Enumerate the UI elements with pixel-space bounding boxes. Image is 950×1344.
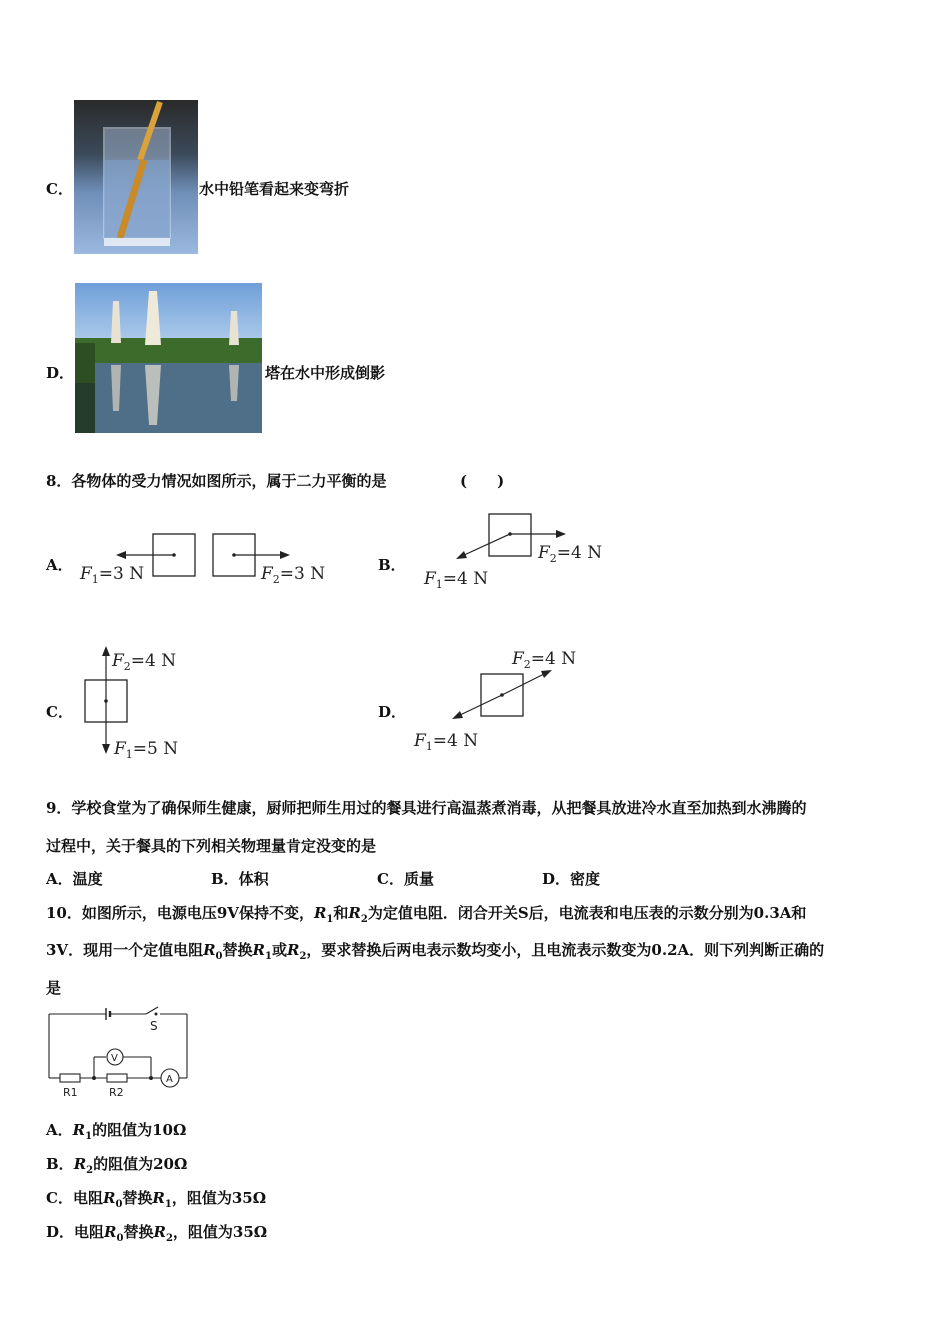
force-f2-symbol: F: [538, 543, 550, 563]
svg-text:F1=5 N: [113, 739, 178, 761]
option-text: 电阻: [74, 1223, 105, 1241]
var-r: R: [153, 1223, 166, 1241]
stem-text: 3V．现用一个定值电阻: [46, 941, 204, 959]
force-f2-sub: 2: [549, 552, 557, 565]
q8-option-a-label: A．: [46, 556, 73, 574]
force-f1-symbol: F: [424, 569, 436, 589]
force-f1-sub: 1: [425, 740, 433, 753]
q9-stem-line1: 9．学校食堂为了确保师生健康，厨师把师生用过的餐具进行高温蒸煮消毒，从把餐具放进冷水直至加热到水沸腾的: [46, 799, 807, 817]
r2-label: R2: [109, 1086, 124, 1099]
stem-text: 为定值电阻．闭合开关S后，电流表和电压表的示数分别为0.3A和: [367, 904, 807, 922]
var-r: R: [73, 1155, 87, 1173]
q8-option-c-label: C．: [46, 703, 73, 721]
q8-option-d-label: D．: [378, 703, 407, 721]
var-r: R: [252, 941, 265, 959]
q8-option-c-figure: [84, 644, 204, 762]
option-label: B．: [46, 1155, 74, 1173]
stem-text: 和: [333, 904, 349, 922]
q10-option-c: [46, 1187, 266, 1210]
force-f2-value: =4 N: [130, 651, 177, 671]
pagoda-reflection-photo: [75, 283, 262, 433]
q10-option-a: [46, 1119, 186, 1142]
var-r: R: [104, 1223, 117, 1241]
force-f1-sub: 1: [125, 748, 133, 761]
force-f2-sub: 2: [123, 660, 131, 673]
q9-option-d: D．密度: [542, 870, 601, 888]
option-label: A．: [46, 1121, 73, 1139]
switch-label: S: [150, 1019, 158, 1033]
q9-stem-line2: 过程中，关于餐具的下列相关物理量肯定没变的是: [46, 837, 377, 855]
var-sub: 0: [215, 951, 223, 962]
option-text: 的阻值为20Ω: [93, 1155, 188, 1173]
force-f2-sub: 2: [523, 658, 531, 671]
force-f1-symbol: F: [414, 731, 426, 751]
var-sub: 1: [326, 914, 334, 925]
svg-text:F1=4 N: [423, 569, 488, 591]
svg-text:F1=3 N: [79, 564, 144, 586]
var-r: R: [348, 904, 361, 922]
svg-text:F2=3 N: [260, 564, 325, 586]
q8-option-b-label: B．: [378, 556, 406, 574]
var-sub: 1: [85, 1131, 93, 1142]
q8-stem: [46, 470, 386, 491]
force-f1-value: =5 N: [132, 739, 179, 759]
q10-stem-line2: [46, 939, 824, 962]
var-r: R: [102, 1189, 116, 1207]
q10-option-b: [46, 1153, 187, 1176]
var-sub: 0: [116, 1233, 124, 1244]
force-f2-value: =3 N: [279, 564, 326, 584]
force-f1-sub: 1: [435, 578, 443, 591]
q9-option-a: A．温度: [46, 870, 103, 888]
var-r: R: [152, 1189, 165, 1207]
option-text: 替换: [123, 1223, 154, 1241]
force-f2-symbol: F: [261, 564, 273, 584]
var-sub: 2: [165, 1233, 173, 1244]
var-sub: 0: [115, 1199, 123, 1210]
q7-option-d-text: 塔在水中形成倒影: [265, 364, 386, 382]
r1-label: R1: [63, 1086, 78, 1099]
option-text: ，阻值为35Ω: [172, 1223, 268, 1241]
force-f1-value: =4 N: [432, 731, 479, 751]
force-f1-value: =3 N: [98, 564, 145, 584]
q7-option-c: [46, 178, 73, 199]
option-text: 的阻值为10Ω: [92, 1121, 187, 1139]
force-f1-sub: 1: [91, 573, 99, 586]
option-text: ，阻值为35Ω: [171, 1189, 267, 1207]
q8-answer-bracket: ( ): [460, 472, 505, 490]
pencil-in-water-photo: [74, 100, 198, 254]
option-text: 电阻: [72, 1189, 103, 1207]
option-label: D．: [46, 1223, 75, 1241]
stem-text: 替换: [222, 941, 253, 959]
stem-text: 或: [271, 941, 287, 959]
stem-text: 10．如图所示，电源电压9V保持不变，: [46, 904, 314, 922]
q8-option-b-figure: [420, 510, 620, 592]
option-label: C．: [46, 1189, 73, 1207]
voltmeter-label: V: [111, 1053, 118, 1064]
question-stem: 8．各物体的受力情况如图所示，属于二力平衡的是: [46, 472, 387, 490]
var-r: R: [203, 941, 216, 959]
force-f2-value: =4 N: [530, 649, 577, 669]
q8-option-d-figure: [412, 646, 592, 756]
svg-text:F2=4 N: [537, 543, 602, 565]
q8-option-a-figure: [76, 528, 332, 590]
force-f2-value: =4 N: [556, 543, 603, 563]
var-sub: 1: [164, 1199, 172, 1210]
svg-text:F2=4 N: [511, 649, 576, 671]
q10-circuit-diagram: [46, 1004, 192, 1100]
option-label: C．: [46, 180, 73, 198]
q10-option-d: [46, 1221, 267, 1244]
var-r: R: [313, 904, 327, 922]
q10-stem-line3: 是: [46, 979, 62, 997]
q9-option-b: B．体积: [211, 870, 269, 888]
var-sub: 2: [299, 951, 307, 962]
var-sub: 2: [360, 914, 368, 925]
var-r: R: [286, 941, 300, 959]
svg-text:F1=4 N: [413, 731, 478, 753]
force-f1-value: =4 N: [442, 569, 489, 589]
svg-text:F2=4 N: [111, 651, 176, 673]
q7-option-d: [46, 362, 74, 383]
force-f2-sub: 2: [272, 573, 280, 586]
option-label: D．: [46, 364, 75, 382]
ammeter-label: A: [166, 1074, 173, 1085]
option-text: 替换: [122, 1189, 153, 1207]
var-sub: 1: [265, 951, 272, 962]
q10-stem-line1: [46, 902, 806, 925]
force-f1-symbol: F: [114, 739, 126, 759]
stem-text: ，要求替换后两电表示数均变小，且电流表示数变为0.2A．则下列判断正确的: [306, 941, 825, 959]
var-sub: 2: [86, 1165, 94, 1176]
q7-option-c-text: 水中铅笔看起来变弯折: [199, 180, 350, 198]
force-f2-symbol: F: [512, 649, 524, 669]
q9-option-c: C．质量: [377, 870, 434, 888]
var-r: R: [72, 1121, 86, 1139]
force-f2-symbol: F: [112, 651, 124, 671]
force-f1-symbol: F: [80, 564, 92, 584]
